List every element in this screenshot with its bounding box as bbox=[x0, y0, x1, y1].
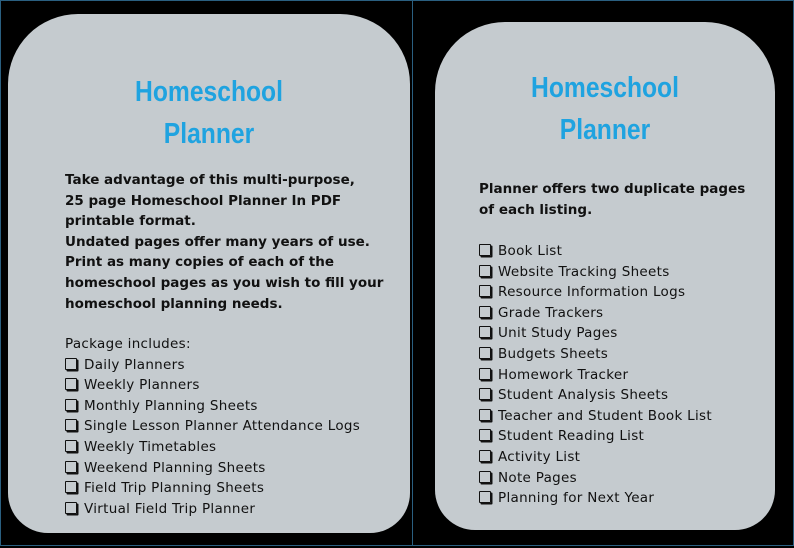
checkbox-icon bbox=[65, 419, 77, 431]
list-item bbox=[65, 458, 360, 479]
list-item-label: Note Pages bbox=[498, 469, 577, 486]
right-title bbox=[461, 67, 750, 151]
left-card bbox=[8, 14, 410, 533]
list-item-label: Single Lesson Planner Attendance Logs bbox=[84, 418, 361, 435]
right-card bbox=[435, 22, 775, 530]
list-item bbox=[479, 426, 712, 447]
list-item-label: Weekly Planners bbox=[84, 377, 200, 394]
checkbox-icon bbox=[479, 244, 491, 256]
list-item bbox=[479, 488, 712, 509]
checkbox-icon bbox=[479, 429, 491, 441]
checkbox-icon bbox=[479, 368, 491, 380]
checkbox-icon bbox=[65, 378, 77, 390]
checkbox-icon bbox=[479, 306, 491, 318]
list-item bbox=[479, 406, 712, 427]
list-item-label: Grade Trackers bbox=[498, 304, 604, 321]
description-line: Take advantage of this multi-purpose, bbox=[65, 172, 355, 188]
description-line: Planner offers two duplicate pages bbox=[479, 181, 746, 197]
description-line: Undated pages offer many years of use. bbox=[65, 233, 370, 250]
list-heading: Package includes: bbox=[65, 336, 191, 352]
checkbox-icon bbox=[65, 358, 77, 370]
list-item bbox=[65, 437, 360, 458]
list-item-label: Homework Tracker bbox=[498, 366, 629, 383]
checkbox-icon bbox=[65, 502, 77, 514]
list-item-label: Daily Planners bbox=[84, 356, 185, 373]
title-line: Planner bbox=[559, 114, 651, 146]
list-item bbox=[65, 478, 360, 499]
checkbox-icon bbox=[479, 388, 491, 400]
right-description bbox=[479, 179, 745, 220]
list-item-label: Activity List bbox=[498, 448, 581, 465]
list-item bbox=[65, 499, 360, 520]
description-line: homeschool pages as you wish to fill your bbox=[65, 274, 384, 291]
checkbox-icon bbox=[479, 450, 491, 462]
checkbox-icon bbox=[65, 440, 77, 452]
list-item bbox=[479, 262, 712, 283]
title-line: Homeschool bbox=[531, 72, 679, 104]
list-item bbox=[479, 241, 712, 262]
description-line: homeschool planning needs. bbox=[65, 295, 283, 312]
checkbox-icon bbox=[479, 347, 491, 359]
left-package-list bbox=[65, 334, 360, 519]
list-item-label: Monthly Planning Sheets bbox=[84, 397, 258, 414]
list-item bbox=[65, 396, 360, 417]
list-item-label: Teacher and Student Book List bbox=[498, 407, 712, 424]
checkbox-icon bbox=[479, 326, 491, 338]
description-line: of each listing. bbox=[479, 201, 593, 218]
list-item bbox=[479, 447, 712, 468]
checkbox-icon bbox=[479, 265, 491, 277]
list-item bbox=[479, 323, 712, 344]
list-item bbox=[479, 365, 712, 386]
description-line: Print as many copies of each of the bbox=[65, 254, 335, 271]
list-item-label: Weekend Planning Sheets bbox=[84, 459, 266, 476]
checkbox-icon bbox=[65, 461, 77, 473]
list-item bbox=[65, 355, 360, 376]
list-item-label: Website Tracking Sheets bbox=[498, 263, 670, 280]
list-item-label: Unit Study Pages bbox=[498, 325, 618, 342]
checkbox-icon bbox=[65, 481, 77, 493]
list-item bbox=[479, 468, 712, 489]
checkbox-icon bbox=[479, 491, 491, 503]
right-listing bbox=[479, 241, 712, 509]
list-item-label: Field Trip Planning Sheets bbox=[84, 480, 265, 497]
left-title bbox=[38, 71, 380, 155]
checkbox-icon bbox=[65, 399, 77, 411]
list-item bbox=[65, 416, 360, 437]
list-item-label: Resource Information Logs bbox=[498, 284, 686, 301]
list-item-label: Student Reading List bbox=[498, 428, 645, 445]
list-item-label: Virtual Field Trip Planner bbox=[84, 500, 256, 517]
list-item bbox=[479, 282, 712, 303]
description-line: 25 page Homeschool Planner In PDF bbox=[65, 192, 342, 209]
list-item bbox=[65, 375, 360, 396]
title-line: Planner bbox=[163, 118, 255, 150]
list-item bbox=[479, 385, 712, 406]
list-item-label: Planning for Next Year bbox=[498, 490, 655, 507]
list-item-label: Student Analysis Sheets bbox=[498, 387, 669, 404]
left-description bbox=[65, 170, 383, 314]
title-line: Homeschool bbox=[135, 76, 283, 108]
checkbox-icon bbox=[479, 285, 491, 297]
list-item-label: Budgets Sheets bbox=[498, 345, 609, 362]
list-item-label: Book List bbox=[498, 243, 563, 259]
list-item bbox=[479, 303, 712, 324]
checkbox-icon bbox=[479, 409, 491, 421]
checkbox-icon bbox=[479, 471, 491, 483]
description-line: printable format. bbox=[65, 213, 196, 230]
list-item bbox=[479, 344, 712, 365]
list-item-label: Weekly Timetables bbox=[84, 438, 217, 455]
